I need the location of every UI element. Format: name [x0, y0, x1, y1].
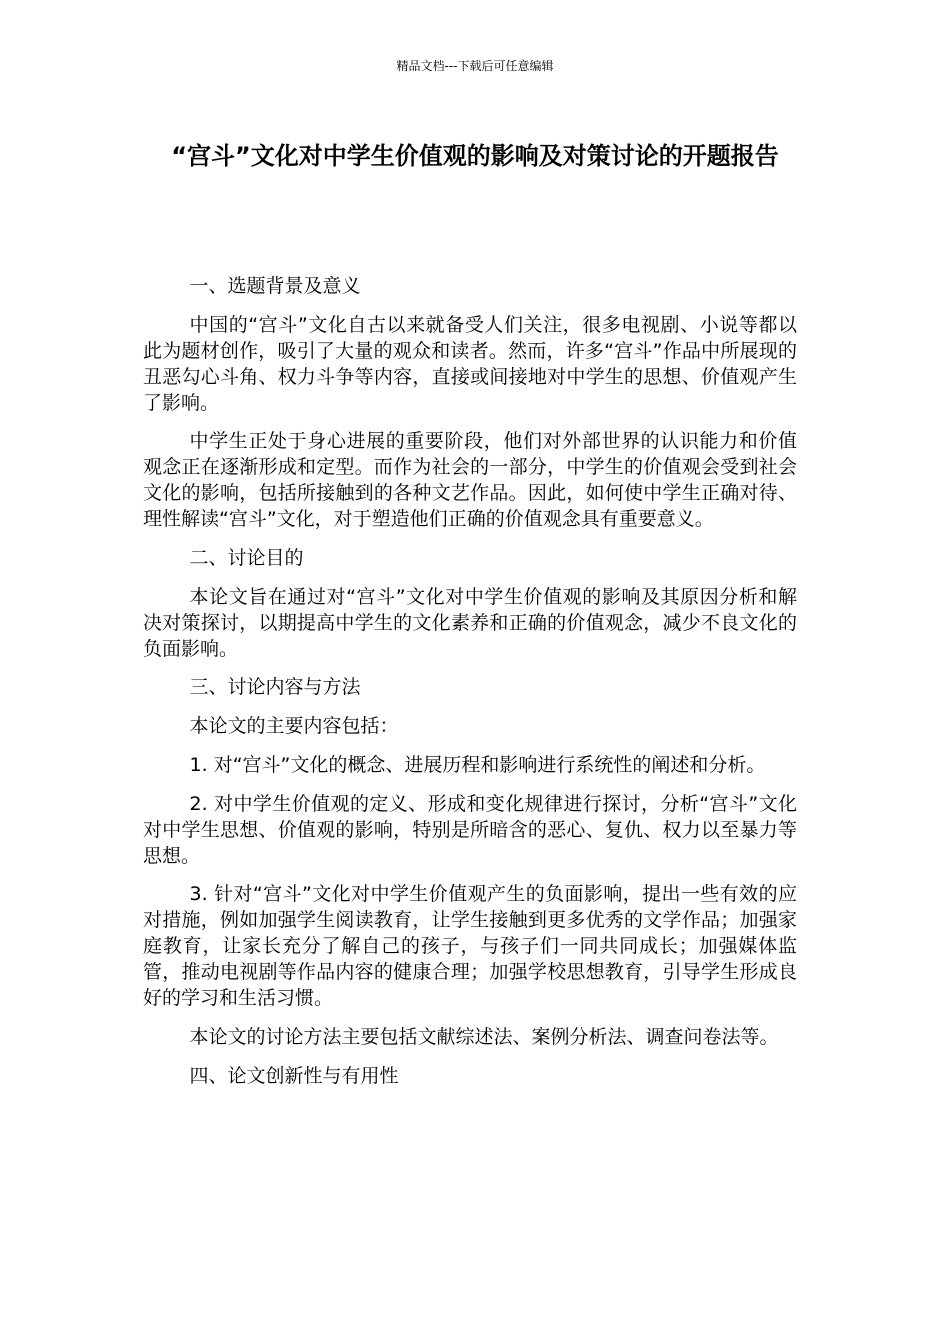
paragraph: 中国的“宫斗”文化自古以来就备受人们关注，很多电视剧、小说等都以此为题材创作，吸引了大量的观众和读者。然而，许多“宫斗”作品中所展现的丑恶勾心斗角、权力斗争等内容，直接或间接地对中学生的思想、价值观产生了影响。: [143, 313, 797, 414]
paragraph: 中学生正处于身心进展的重要阶段，他们对外部世界的认识能力和价值观念正在逐渐形成和定型。而作为社会的一部分，中学生的价值观会受到社会文化的影响，包括所接触到的各种文艺作品。因此，如何使中学生正确对待、理性解读“宫斗”文化，对于塑造他们正确的价值观念具有重要意义。: [143, 430, 797, 531]
section-heading-purpose: 二、讨论目的: [189, 547, 304, 570]
list-item: 1. 对“宫斗”文化的概念、进展历程和影响进行系统性的阐述和分析。: [189, 753, 766, 776]
list-item: 3. 针对“宫斗”文化对中学生价值观产生的负面影响，提出一些有效的应对措施，例如加强学生阅读教育，让学生接触到更多优秀的文学作品；加强家庭教育，让家长充分了解自己的孩子，与孩子们一同共同成长；加强媒体监管，推动电视剧等作品内容的健康合理；加强学校思想教育，引导学生形成良好的学习和生活习惯。: [143, 883, 797, 1010]
section-heading-content-methods: 三、讨论内容与方法: [189, 676, 361, 699]
page-header-note: 精品文档---下载后可任意编辑: [396, 59, 554, 73]
paragraph: 本论文的讨论方法主要包括文献综述法、案例分析法、调查问卷法等。: [189, 1025, 779, 1048]
paragraph: 本论文旨在通过对“宫斗”文化对中学生价值观的影响及其原因分析和解决对策探讨，以期提高中学生的文化素养和正确的价值观念，减少不良文化的负面影响。: [143, 585, 797, 660]
paragraph: 本论文的主要内容包括：: [189, 715, 399, 738]
list-item: 2. 对中学生价值观的定义、形成和变化规律进行探讨，分析“宫斗”文化对中学生思想、价值观的影响，特别是所暗含的恶心、复仇、权力以至暴力等思想。: [143, 792, 797, 867]
section-heading-innovation: 四、论文创新性与有用性: [189, 1064, 399, 1087]
document-body: [143, 273, 797, 1101]
section-heading-background: 一、选题背景及意义: [189, 275, 361, 297]
document-title: “宫斗”文化对中学生价值观的影响及对策讨论的开题报告: [171, 142, 779, 170]
